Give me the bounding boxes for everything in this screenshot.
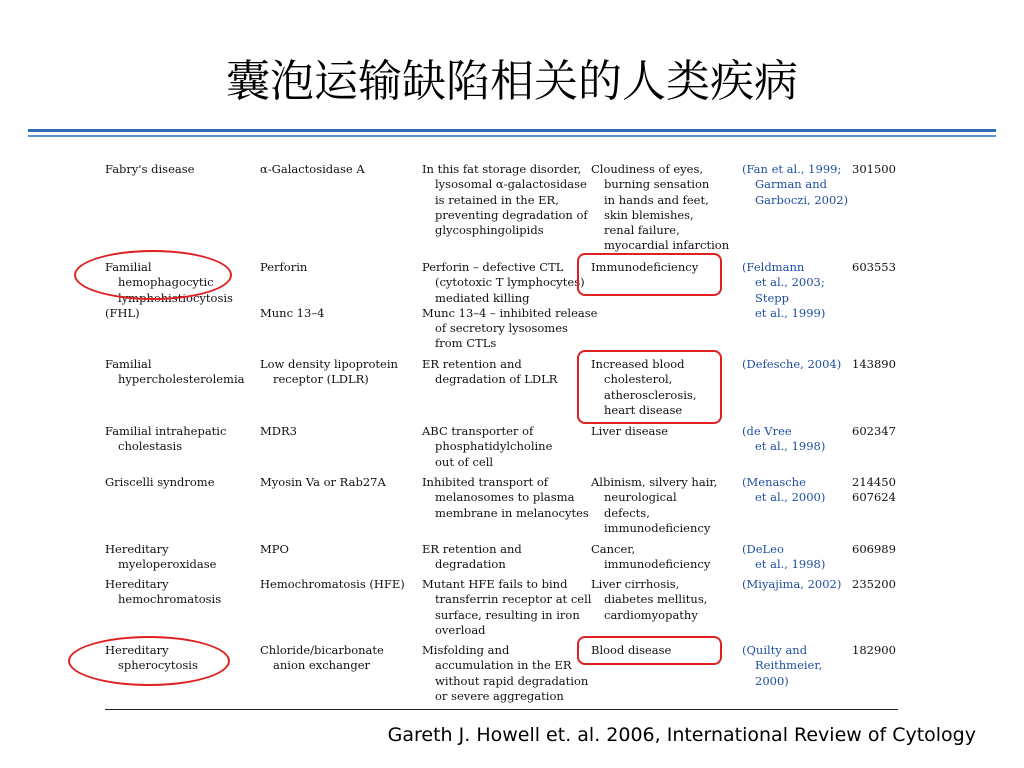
defect-line: In this fat storage disorder, [422, 162, 582, 176]
disease-cell [105, 542, 255, 573]
omim-cell [852, 162, 912, 177]
symptom-line: Cloudiness of eyes, [591, 162, 704, 176]
disease-line: Hereditary [105, 643, 169, 657]
defect-line: Inhibited transport of [422, 475, 549, 489]
disease-line: hypercholesterolemia [118, 372, 245, 387]
omim-number: 606989 [852, 542, 896, 556]
symptom-line: Immunodeficiency [591, 260, 699, 274]
defect-line: phosphatidylcholine [435, 439, 553, 454]
defect-line: glycosphingolipids [435, 223, 544, 238]
protein-line: Munc 13–4 [260, 305, 325, 320]
reference-line: (DeLeo [742, 542, 784, 556]
disease-line: Familial intrahepatic [105, 424, 227, 438]
reference-line: et al., 2003; [755, 275, 825, 290]
defect-line: ER retention and [422, 542, 522, 556]
disease-line: Hereditary [105, 577, 169, 591]
protein-line: Perforin [260, 260, 308, 274]
disease-line: (FHL) [105, 305, 140, 320]
defect-line: melanosomes to plasma [435, 490, 575, 505]
protein-line: MDR3 [260, 424, 297, 438]
reference-cell [742, 643, 847, 689]
reference-cell [742, 577, 847, 592]
symptom-line: Blood disease [591, 643, 672, 657]
reference-line: Stepp [755, 290, 790, 305]
defect-line: accumulation in the ER [435, 658, 572, 673]
reference-line: Garboczi, 2002) [755, 192, 849, 207]
defect-cell [422, 577, 592, 638]
defect-line: Misfolding and [422, 643, 510, 657]
reference-line: 2000) [755, 673, 789, 688]
protein-line [260, 275, 418, 290]
defect-line: ER retention and [422, 357, 522, 371]
omim-cell [852, 260, 912, 275]
symptom-line: immunodeficiency [604, 520, 711, 535]
disease-line: hemophagocytic [118, 275, 214, 290]
highlight-box-blood-disease [577, 636, 722, 665]
defect-line: lysosomal α-galactosidase [435, 177, 587, 192]
protein-line: Low density lipoprotein [260, 357, 398, 371]
protein-cell [260, 260, 418, 321]
protein-line: α-Galactosidase A [260, 162, 365, 176]
symptom-line: neurological [604, 490, 677, 505]
symptom-line: in hands and feet, [604, 192, 709, 207]
protein-cell [260, 577, 418, 592]
protein-line: MPO [260, 542, 289, 556]
disease-line: myeloperoxidase [118, 557, 217, 572]
symptom-line: skin blemishes, [604, 207, 694, 222]
omim-cell [852, 424, 912, 439]
title-divider-thick [28, 129, 996, 132]
defect-line: degradation of LDLR [435, 372, 558, 387]
protein-cell [260, 542, 418, 557]
disease-line: Fabry's disease [105, 162, 195, 176]
table-bottom-rule [105, 709, 898, 710]
reference-line: (Miyajima, 2002) [742, 577, 842, 591]
reference-line: et al., 2000) [755, 490, 826, 505]
symptom-line: Liver cirrhosis, [591, 577, 680, 591]
symptom-line: myocardial infarction [604, 238, 730, 253]
reference-line: (Feldmann [742, 260, 805, 274]
symptom-line: Albinism, silvery hair, [591, 475, 718, 489]
highlight-ellipse-fhl [74, 250, 232, 300]
omim-cell [852, 542, 912, 557]
protein-cell [260, 475, 418, 490]
protein-line: anion exchanger [273, 658, 370, 673]
disease-line: Griscelli syndrome [105, 475, 215, 489]
defect-line: Perforin – defective CTL [422, 260, 564, 274]
defect-line: Mutant HFE fails to bind [422, 577, 568, 591]
symptoms-cell [591, 542, 741, 573]
protein-line: Chloride/bicarbonate [260, 643, 384, 657]
omim-number: 214450 [852, 475, 896, 489]
symptoms-cell [591, 424, 741, 439]
reference-cell [742, 260, 847, 321]
defect-line: out of cell [435, 454, 494, 469]
disease-line: hemochromatosis [118, 592, 222, 607]
defect-line: overload [435, 622, 486, 637]
protein-cell [260, 357, 418, 388]
source-citation: Gareth J. Howell et. al. 2006, International Review of Cytology [387, 724, 976, 746]
disease-cell [105, 424, 255, 455]
defect-cell [422, 542, 587, 573]
reference-line: Garman and [755, 177, 827, 192]
protein-line: Myosin Va or Rab27A [260, 475, 386, 489]
omim-number: 603553 [852, 260, 896, 274]
disease-line: Familial [105, 260, 152, 274]
symptom-line: cholesterol, [604, 372, 673, 387]
protein-line [260, 291, 418, 306]
omim-number: 602347 [852, 424, 896, 438]
defect-line: Munc 13–4 – inhibited release [422, 305, 598, 320]
symptom-line: atherosclerosis, [604, 387, 697, 402]
reference-line: (Menasche [742, 475, 806, 489]
omim-cell [852, 643, 912, 658]
protein-cell [260, 643, 418, 674]
defect-cell [422, 475, 587, 521]
reference-cell [742, 475, 847, 506]
defect-line: transferrin receptor at cell [435, 592, 592, 607]
protein-line: Hemochromatosis (HFE) [260, 577, 405, 591]
defect-cell [422, 260, 598, 352]
omim-number: 235200 [852, 577, 896, 591]
reference-cell [742, 357, 847, 372]
reference-line: (Defesche, 2004) [742, 357, 842, 371]
symptom-line: heart disease [604, 402, 683, 417]
defect-cell [422, 357, 587, 388]
defect-line: membrane in melanocytes [435, 505, 589, 520]
defect-line: is retained in the ER, [435, 192, 559, 207]
omim-cell [852, 577, 912, 592]
disease-line: lymphohistiocytosis [118, 290, 233, 305]
defect-line: of secretory lysosomes [435, 321, 568, 336]
defect-cell [422, 162, 587, 238]
highlight-ellipse-spherocytosis [68, 636, 230, 686]
symptom-line: burning sensation [604, 177, 710, 192]
defect-line: without rapid degradation [435, 673, 589, 688]
reference-line: (Fan et al., 1999; [742, 162, 842, 176]
symptoms-cell [591, 162, 741, 254]
defect-cell [422, 643, 587, 704]
disease-line: cholestasis [118, 439, 183, 454]
symptom-line: Increased blood [591, 357, 685, 371]
reference-line: (Quilty and [742, 643, 808, 657]
protein-line: receptor (LDLR) [273, 372, 369, 387]
symptom-line: renal failure, [604, 223, 680, 238]
defect-line: ABC transporter of [422, 424, 534, 438]
reference-cell [742, 542, 847, 573]
disease-cell [105, 357, 255, 388]
reference-cell [742, 424, 847, 455]
omim-number: 143890 [852, 357, 896, 371]
reference-line: (de Vree [742, 424, 792, 438]
highlight-box-immunodeficiency [577, 253, 722, 296]
omim-cell [852, 357, 912, 372]
symptom-line: diabetes mellitus, [604, 592, 708, 607]
defect-line: preventing degradation of [435, 207, 588, 222]
reference-cell [742, 162, 847, 208]
omim-number: 182900 [852, 643, 896, 657]
symptom-line: Cancer, [591, 542, 636, 556]
defect-line: (cytotoxic T lymphocytes) [435, 275, 585, 290]
disease-line: spherocytosis [118, 658, 198, 673]
slide-title: 囊泡运输缺陷相关的人类疾病 [226, 56, 798, 107]
protein-cell [260, 162, 418, 177]
reference-line: Reithmeier, [755, 658, 823, 673]
symptom-line: cardiomyopathy [604, 607, 698, 622]
defect-cell [422, 424, 587, 470]
omim-cell [852, 475, 912, 506]
omim-number: 607624 [852, 490, 896, 505]
defect-line: or severe aggregation [435, 688, 564, 703]
symptom-line: defects, [604, 505, 650, 520]
highlight-box-blood-cholesterol [577, 350, 722, 424]
title-divider-thin [28, 135, 996, 137]
symptoms-cell [591, 475, 741, 536]
defect-line: surface, resulting in iron [435, 607, 580, 622]
omim-number: 301500 [852, 162, 896, 176]
reference-line: et al., 1998) [755, 557, 826, 572]
symptom-line: Liver disease [591, 424, 669, 438]
defect-line: degradation [435, 557, 506, 572]
protein-cell [260, 424, 418, 439]
reference-line: et al., 1999) [755, 305, 826, 320]
defect-line: mediated killing [435, 290, 530, 305]
disease-cell [105, 162, 255, 177]
disease-line: Familial [105, 357, 152, 371]
symptom-line: immunodeficiency [604, 557, 711, 572]
disease-line: Hereditary [105, 542, 169, 556]
reference-line: et al., 1998) [755, 439, 826, 454]
symptoms-cell [591, 577, 741, 623]
defect-line: from CTLs [435, 336, 497, 351]
disease-cell [105, 577, 255, 608]
disease-cell [105, 475, 255, 490]
